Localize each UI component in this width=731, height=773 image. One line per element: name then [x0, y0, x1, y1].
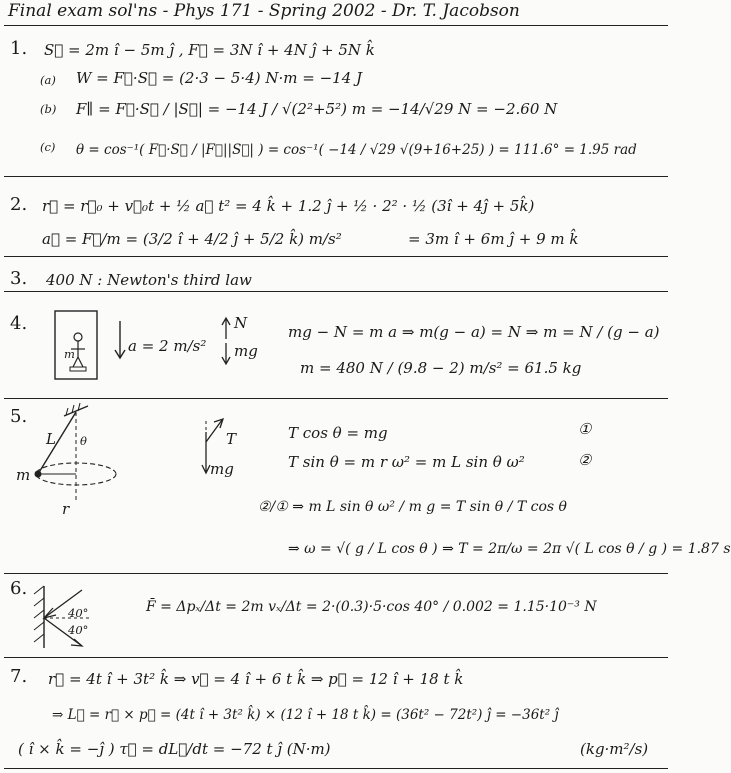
problem-4-number: 4.	[10, 313, 28, 334]
angle-label: θ	[80, 434, 87, 448]
problem-1c-label: (c)	[40, 140, 56, 154]
problem-1a-work: W = F⃗·S⃗ = (2·3 − 5·4) N·m = −14 J	[76, 69, 363, 87]
problem-5-number: 5.	[10, 406, 28, 427]
problem-4-result: m = 480 N / (9.8 − 2) m/s² = 61.5 kg	[300, 359, 582, 377]
divider	[4, 291, 668, 292]
problem-1-number: 1.	[10, 38, 28, 59]
reflection-angle: 40°	[68, 623, 89, 637]
divider	[4, 573, 668, 574]
problem-1a-label: (a)	[40, 73, 56, 87]
problem-5-ratio: ②/① ⇒ m L sin θ ω² / m g = T sin θ / T cos θ	[258, 499, 567, 515]
divider	[4, 768, 668, 769]
problem-6-number: 6.	[10, 578, 28, 599]
divider	[4, 256, 668, 257]
problem-1b-force: F∥ = F⃗·S⃗ / |S⃗| = −14 J / √(2²+5²) m = −14/√29 N = −2.60 N	[76, 100, 558, 118]
problem-2-position: r⃗ = r⃗₀ + v⃗₀t + ½ a⃗ t² = 4 k̂ + 1.2 ĵ + ½ · 2² · ½ (3î + 4ĵ + 5k̂)	[42, 197, 535, 215]
problem-5-period: ⇒ ω = √( g / L cos θ ) ⇒ T = 2π/ω = 2π √( L cos θ / g ) = 1.87 s	[288, 541, 731, 557]
problem-2-acceleration: a⃗ = F⃗/m = (3/2 î + 4/2 ĵ + 5/2 k̂) m/s²	[42, 230, 342, 248]
page-header: Final exam sol'ns - Phys 171 - Spring 2002 - Dr. T. Jacobson	[8, 1, 520, 21]
elevator-mass-label: m	[64, 347, 75, 361]
problem-2-result: = 3m î + 6m ĵ + 9 m k̂	[408, 230, 579, 248]
tension-label: T	[226, 430, 237, 448]
weight-label: mg	[234, 342, 258, 360]
problem-5-eq2-number: ②	[578, 451, 592, 469]
incidence-angle: 40°	[68, 606, 89, 620]
divider	[4, 398, 668, 399]
problem-5-eq2: T sin θ = m r ω² = m L sin θ ω²	[288, 453, 525, 471]
problem-5-eq1-number: ①	[578, 420, 592, 438]
problem-7-line1: r⃗ = 4t î + 3t² k̂ ⇒ v⃗ = 4 î + 6 t k̂ ⇒ p⃗ = 12 î + 18 t k̂	[48, 670, 464, 688]
problem-3-number: 3.	[10, 268, 28, 289]
problem-7-unit: (kg·m²/s)	[580, 740, 649, 758]
problem-5-eq1: T cos θ = mg	[288, 424, 388, 442]
problem-7-number: 7.	[10, 666, 28, 687]
problem-1c-angle: θ = cos⁻¹( F⃗·S⃗ / |F⃗||S⃗| ) = cos⁻¹( −14 / √29 √(9+16+25) ) = 111.6° = 1.95 rad	[76, 142, 637, 158]
divider	[4, 25, 668, 26]
problem-6-equation: F̄ = Δpₓ/Δt = 2m vₓ/Δt = 2·(0.3)·5·cos 40° / 0.002 = 1.15·10⁻³ N	[146, 599, 597, 615]
problem-7-line2: ⇒ L⃗ = r⃗ × p⃗ = (4t î + 3t² k̂) × (12 î + 18 t k̂) = (36t² − 72t²) ĵ = −36t² ĵ	[52, 707, 559, 723]
divider	[4, 176, 668, 177]
problem-1-given: S⃗ = 2m î − 5m ĵ , F⃗ = 3N î + 4N ĵ + 5N k̂	[44, 41, 375, 59]
problem-1b-label: (b)	[40, 102, 57, 116]
string-length-label: L	[46, 430, 56, 448]
divider	[4, 657, 668, 658]
normal-force-label: N	[234, 314, 248, 332]
radius-label: r	[62, 500, 70, 518]
bob-mass-label: m	[16, 466, 31, 484]
problem-3-answer: 400 N : Newton's third law	[46, 271, 252, 289]
problem-4-equation: mg − N = m a ⇒ m(g − a) = N ⇒ m = N / (g − a)	[288, 323, 660, 341]
elevator-acceleration: a = 2 m/s²	[128, 337, 207, 355]
problem-7-line3: ( î × k̂ = −ĵ ) τ⃗ = dL⃗/dt = −72 t ĵ (N·m)	[18, 740, 331, 758]
gravity-label: mg	[210, 460, 234, 478]
problem-2-number: 2.	[10, 194, 28, 215]
